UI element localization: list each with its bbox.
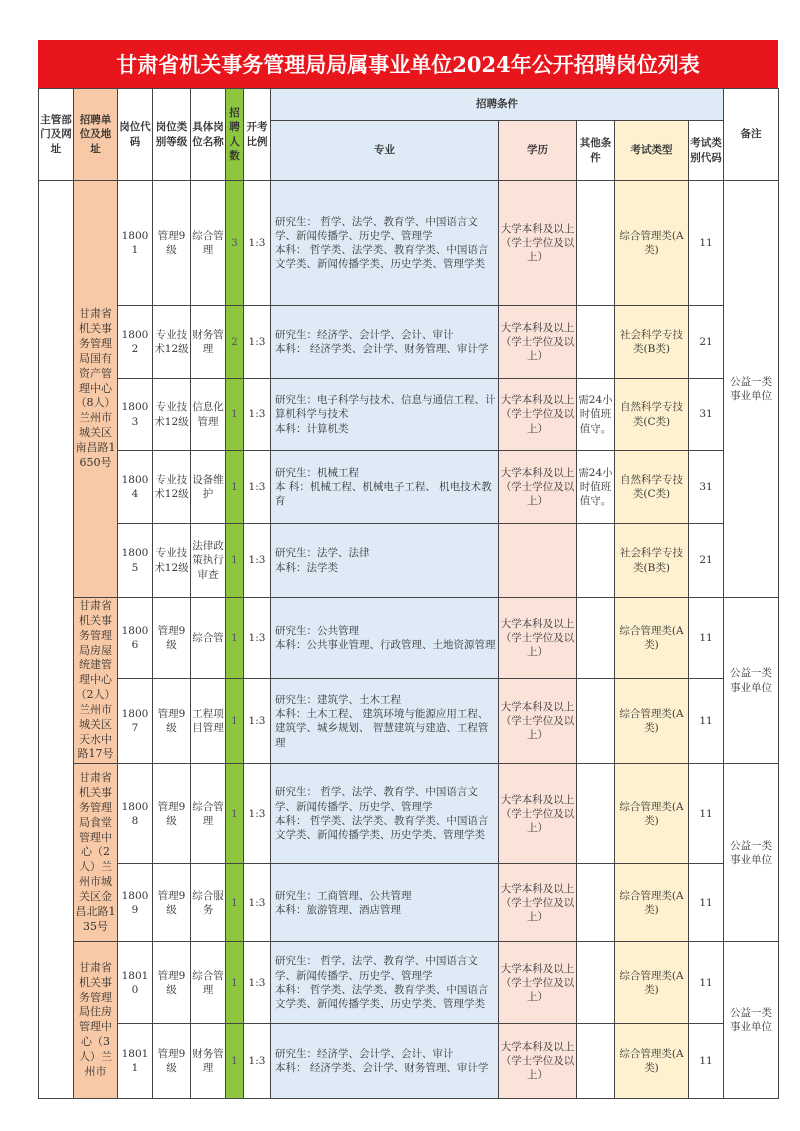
dept-cell	[39, 181, 74, 1099]
exam-ratio: 1:3	[244, 864, 271, 942]
position-level: 专业技术12级	[153, 524, 191, 598]
position-code: 18008	[118, 764, 153, 864]
remark-cell: 公益一类事业单位	[724, 598, 779, 764]
header-examcode: 考试类别代码	[689, 121, 724, 181]
position-level: 管理9级	[153, 942, 191, 1024]
position-level: 专业技术12级	[153, 379, 191, 451]
hire-count: 3	[226, 181, 244, 306]
table-row	[39, 598, 779, 679]
exam-type: 自然科学专技类(C类)	[615, 451, 689, 524]
other-conditions	[577, 864, 615, 942]
header-dept: 主管部门及网址	[39, 89, 74, 181]
header-unit: 招聘单位及地址	[74, 89, 118, 181]
education-cell: 大学本科及以上（学士学位及以上）	[499, 379, 577, 451]
other-conditions	[577, 942, 615, 1024]
other-conditions	[577, 679, 615, 764]
header-edu: 学历	[499, 121, 577, 181]
page-title: 甘肃省机关事务管理局局属事业单位2024年公开招聘岗位列表	[38, 40, 778, 88]
position-code: 18004	[118, 451, 153, 524]
hire-count: 1	[226, 679, 244, 764]
unit-cell: 甘肃省机关事务管理局房屋统建管理中心（2人）兰州市城关区天水中路17号	[74, 598, 118, 764]
exam-ratio: 1:3	[244, 942, 271, 1024]
position-name: 综合管理	[191, 764, 226, 864]
position-name: 综合服务	[191, 864, 226, 942]
position-level: 管理9级	[153, 1024, 191, 1099]
education-cell: 大学本科及以上（学士学位及以上）	[499, 1024, 577, 1099]
exam-ratio: 1:3	[244, 524, 271, 598]
education-cell: 大学本科及以上（学士学位及以上）	[499, 864, 577, 942]
major-cell: 研究生：经济学、会计学、会计、审计 本科： 经济学类、会计学、财务管理、审计学	[271, 306, 499, 379]
position-name: 设备维护	[191, 451, 226, 524]
exam-ratio: 1:3	[244, 181, 271, 306]
exam-code: 11	[689, 598, 724, 679]
position-code: 18010	[118, 942, 153, 1024]
position-name: 财务管理	[191, 306, 226, 379]
position-name: 工程项目管理	[191, 679, 226, 764]
position-code: 18011	[118, 1024, 153, 1099]
unit-cell: 甘肃省机关事务管理局食堂管理中心（2人）兰州市城关区金昌北路135号	[74, 764, 118, 942]
position-code: 18006	[118, 598, 153, 679]
table-row	[39, 864, 779, 942]
exam-code: 11	[689, 181, 724, 306]
position-code: 18005	[118, 524, 153, 598]
other-conditions	[577, 598, 615, 679]
exam-code: 21	[689, 524, 724, 598]
header-name: 具体岗位名称	[191, 89, 226, 181]
position-level: 管理9级	[153, 864, 191, 942]
position-level: 管理9级	[153, 679, 191, 764]
exam-type: 综合管理类(A类)	[615, 1024, 689, 1099]
major-cell: 研究生：公共管理 本科：公共事业管理、行政管理、土地资源管理	[271, 598, 499, 679]
major-cell: 研究生：法学、法律 本科：法学类	[271, 524, 499, 598]
exam-code: 31	[689, 379, 724, 451]
hire-count: 2	[226, 306, 244, 379]
exam-type: 综合管理类(A类)	[615, 942, 689, 1024]
header-level: 岗位类别等级	[153, 89, 191, 181]
remark-cell: 公益一类事业单位	[724, 181, 779, 598]
remark-cell: 公益一类事业单位	[724, 942, 779, 1099]
header-code: 岗位代码	[118, 89, 153, 181]
table-row	[39, 451, 779, 524]
position-code: 18002	[118, 306, 153, 379]
exam-ratio: 1:3	[244, 598, 271, 679]
other-conditions	[577, 524, 615, 598]
education-cell	[499, 524, 577, 598]
hire-count: 1	[226, 451, 244, 524]
remark-cell: 公益一类事业单位	[724, 764, 779, 942]
table-row	[39, 1024, 779, 1099]
exam-code: 11	[689, 864, 724, 942]
exam-code: 11	[689, 942, 724, 1024]
major-cell: 研究生：电子科学与技术、信息与通信工程、计算机科学与技术 本科：计算机类	[271, 379, 499, 451]
exam-type: 综合管理类(A类)	[615, 679, 689, 764]
hire-count: 1	[226, 1024, 244, 1099]
position-name: 综合管理	[191, 942, 226, 1024]
other-conditions	[577, 1024, 615, 1099]
exam-ratio: 1:3	[244, 379, 271, 451]
positions-table	[38, 88, 779, 1099]
exam-code: 21	[689, 306, 724, 379]
position-name: 财务管理	[191, 1024, 226, 1099]
exam-type: 综合管理类(A类)	[615, 598, 689, 679]
position-code: 18001	[118, 181, 153, 306]
other-conditions: 需24小时值班值守。	[577, 379, 615, 451]
position-level: 管理9级	[153, 181, 191, 306]
position-code: 18009	[118, 864, 153, 942]
exam-ratio: 1:3	[244, 1024, 271, 1099]
position-level: 专业技术12级	[153, 451, 191, 524]
header-ratio: 开考比例	[244, 89, 271, 181]
header-major: 专业	[271, 121, 499, 181]
exam-code: 11	[689, 679, 724, 764]
hire-count: 1	[226, 864, 244, 942]
exam-ratio: 1:3	[244, 764, 271, 864]
education-cell: 大学本科及以上（学士学位及以上）	[499, 598, 577, 679]
exam-type: 综合管理类(A类)	[615, 864, 689, 942]
education-cell: 大学本科及以上（学士学位及以上）	[499, 764, 577, 864]
education-cell: 大学本科及以上（学士学位及以上）	[499, 942, 577, 1024]
exam-type: 综合管理类(A类)	[615, 181, 689, 306]
header-other: 其他条件	[577, 121, 615, 181]
education-cell: 大学本科及以上（学士学位及以上）	[499, 679, 577, 764]
exam-code: 11	[689, 764, 724, 864]
table-row	[39, 679, 779, 764]
education-cell: 大学本科及以上（学士学位及以上）	[499, 181, 577, 306]
table-row	[39, 379, 779, 451]
exam-type: 社会科学专技类(B类)	[615, 306, 689, 379]
exam-type: 综合管理类(A类)	[615, 764, 689, 864]
unit-cell: 甘肃省机关事务管理局国有资产管理中心（8人）兰州市城关区南昌路1650号	[74, 181, 118, 598]
position-name: 综合管	[191, 598, 226, 679]
header-remark: 备注	[724, 89, 779, 181]
other-conditions: 需24小时值班值守。	[577, 451, 615, 524]
exam-ratio: 1:3	[244, 306, 271, 379]
major-cell: 研究生：工商管理、公共管理 本科：旅游管理、酒店管理	[271, 864, 499, 942]
hire-count: 1	[226, 379, 244, 451]
exam-ratio: 1:3	[244, 451, 271, 524]
position-level: 管理9级	[153, 764, 191, 864]
major-cell: 研究生： 哲学、法学、教育学、中国语言文学、新闻传播学、历史学、管理学 本科： 哲学类、法学类、教育学类、中国语言文学类、新闻传播学类、历史学类、管理学类	[271, 764, 499, 864]
position-name: 综合管理	[191, 181, 226, 306]
other-conditions	[577, 306, 615, 379]
header-exam: 考试类型	[615, 121, 689, 181]
table-row	[39, 764, 779, 864]
position-level: 专业技术12级	[153, 306, 191, 379]
hire-count: 1	[226, 764, 244, 864]
education-cell: 大学本科及以上（学士学位及以上）	[499, 451, 577, 524]
other-conditions	[577, 181, 615, 306]
table-row	[39, 181, 779, 306]
table-row	[39, 942, 779, 1024]
header-conditions: 招聘条件	[271, 89, 724, 121]
position-code: 18007	[118, 679, 153, 764]
table-row	[39, 524, 779, 598]
position-name: 法律政策执行审查	[191, 524, 226, 598]
major-cell: 研究生： 哲学、法学、教育学、中国语言文学、新闻传播学、历史学、管理学 本科： 哲学类、法学类、教育学类、中国语言文学类、新闻传播学类、历史学类、管理学类	[271, 942, 499, 1024]
position-level: 管理9级	[153, 598, 191, 679]
exam-code: 11	[689, 1024, 724, 1099]
other-conditions	[577, 764, 615, 864]
hire-count: 1	[226, 524, 244, 598]
position-code: 18003	[118, 379, 153, 451]
education-cell: 大学本科及以上（学士学位及以上）	[499, 306, 577, 379]
hire-count: 1	[226, 598, 244, 679]
major-cell: 研究生：机械工程 本 科：机械工程、机械电子工程、 机电技术教育	[271, 451, 499, 524]
major-cell: 研究生：建筑学、土木工程 本科：土木工程、 建筑环境与能源应用工程、 建筑学、城乡规划、 智慧建筑与建造、工程管理	[271, 679, 499, 764]
major-cell: 研究生： 哲学、法学、教育学、中国语言文学、新闻传播学、历史学、管理学 本科： 哲学类、法学类、教育学类、中国语言文学类、新闻传播学类、历史学类、管理学类	[271, 181, 499, 306]
major-cell: 研究生：经济学、会计学、会计、审计 本科： 经济学类、会计学、财务管理、审计学	[271, 1024, 499, 1099]
hire-count: 1	[226, 942, 244, 1024]
unit-cell: 甘肃省机关事务管理局住房管理中心（3人）兰州市	[74, 942, 118, 1099]
exam-type: 社会科学专技类(B类)	[615, 524, 689, 598]
exam-code: 31	[689, 451, 724, 524]
exam-ratio: 1:3	[244, 679, 271, 764]
header-num: 招聘人数	[226, 89, 244, 181]
table-row	[39, 306, 779, 379]
position-name: 信息化管理	[191, 379, 226, 451]
exam-type: 自然科学专技类(C类)	[615, 379, 689, 451]
